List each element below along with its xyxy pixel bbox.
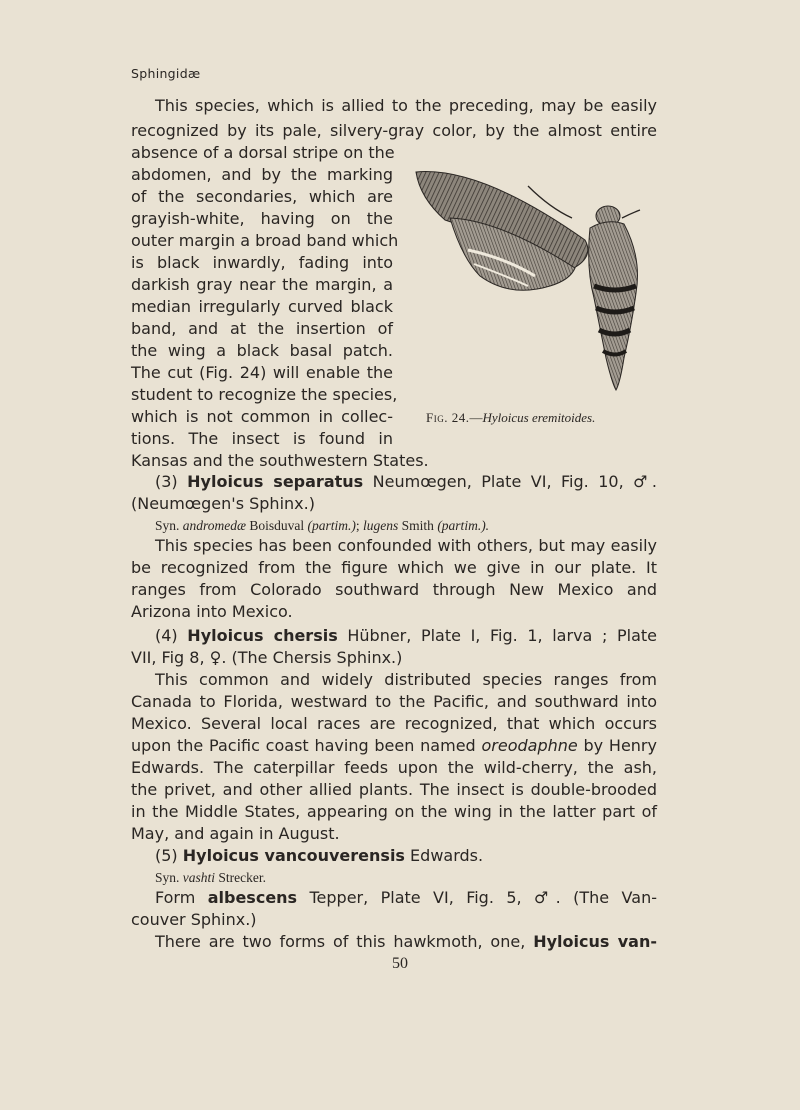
form-name: albescens: [207, 888, 298, 907]
synonym: andromedæ: [182, 518, 247, 533]
entry-citation: Neumœgen, Plate VI, Fig. 10, ♂.: [372, 472, 657, 491]
running-head: Sphingidæ: [131, 66, 201, 81]
form-line: [155, 887, 657, 909]
text-line: be recognized from the figure which we give in our plate. It: [131, 558, 657, 577]
form-citation: Tepper, Plate VI, Fig. 5, ♂. (The Van-: [309, 888, 657, 907]
synonym-author: Smith: [401, 518, 434, 533]
entry-number: (4): [155, 626, 178, 645]
text-line: [155, 931, 657, 953]
text-line: Kansas and the southwestern States.: [131, 451, 429, 470]
entry-heading-4: [155, 625, 657, 647]
text-line: [131, 735, 657, 757]
species-name: Hyloicus chersis: [187, 626, 338, 645]
text-line: This species has been confounded with others, but may easily: [155, 536, 657, 555]
text-line: The cut (Fig. 24) will enable the: [131, 363, 393, 382]
text-line: the wing a black basal patch.: [131, 341, 393, 360]
text-line: Canada to Florida, westward to the Pacific, and southward into: [131, 692, 657, 711]
text-line: couver Sphinx.): [131, 910, 257, 929]
synonym: lugens: [363, 518, 399, 533]
synonymy-line: [155, 867, 266, 889]
entry-heading-5: [155, 845, 657, 867]
species-name: Hyloicus vancouverensis: [182, 846, 405, 865]
text-line: outer margin a broad band which: [131, 231, 399, 250]
text-line: student to recognize the species,: [131, 385, 398, 404]
text-line: which is not common in collec-: [131, 407, 393, 426]
synonym: vashti: [182, 870, 216, 885]
figure-species-name: Hyloicus eremitoides.: [482, 410, 596, 425]
entry-citation: Edwards.: [410, 846, 484, 865]
text-line: absence of a dorsal stripe on the: [131, 143, 395, 162]
text-span: by Henry: [583, 736, 657, 755]
synonym-note: (partim.): [307, 518, 356, 533]
text-line: abdomen, and by the marking: [131, 165, 393, 184]
species-name: Hyloicus van-: [533, 932, 657, 951]
synonymy-line: Syn. andromedæ Boisduval (partim.); lugens Smith (partim.).: [155, 518, 490, 533]
text-line: Mexico. Several local races are recognized, that which occurs: [131, 714, 657, 733]
text-line: Edwards. The caterpillar feeds upon the wild-cherry, the ash,: [131, 758, 657, 777]
form-label: Form: [155, 888, 196, 907]
entry-number: (5): [155, 846, 178, 865]
text-line: VII, Fig 8, ♀. (The Chersis Sphinx.): [131, 648, 403, 667]
text-line: Arizona into Mexico.: [131, 602, 293, 621]
text-line: median irregularly curved black: [131, 297, 393, 316]
syn-label: Syn.: [155, 870, 180, 885]
page-number: 50: [392, 955, 408, 972]
hawkmoth-illustration: [410, 158, 662, 398]
text-line: grayish-white, having on the: [131, 209, 393, 228]
text-line: in the Middle States, appearing on the wing in the latter part of: [131, 802, 657, 821]
text-line: May, and again in August.: [131, 824, 340, 843]
figure-label: Fig. 24.: [426, 410, 470, 425]
text-line: band, and at the insertion of: [131, 319, 393, 338]
text-line: the privet, and other allied plants. The insect is double-brooded: [131, 780, 657, 799]
synonym-author: Strecker.: [218, 870, 266, 885]
species-name: Hyloicus separatus: [187, 472, 364, 491]
text-line: ranges from Colorado southward through New Mexico and: [131, 580, 657, 599]
text-line: tions. The insect is found in: [131, 429, 393, 448]
text-line: This common and widely distributed species ranges from: [155, 670, 657, 689]
entry-citation: Hübner, Plate I, Fig. 1, larva ; Plate: [347, 626, 657, 645]
text-span: upon the Pacific coast having been named: [131, 736, 476, 755]
text-span: There are two forms of this hawkmoth, one,: [155, 932, 526, 951]
syn-label: Syn.: [155, 518, 180, 533]
text-line: recognized by its pale, silvery-gray color, by the almost entire: [131, 121, 657, 140]
common-name: (Neumœgen's Sphinx.): [131, 494, 315, 513]
text-line: is black inwardly, fading into: [131, 253, 393, 272]
synonym-note: (partim.).: [437, 518, 490, 533]
text-line: of the secondaries, which are: [131, 187, 393, 206]
entry-heading-3: [155, 471, 657, 493]
entry-number: (3): [155, 472, 178, 491]
caption-dash: —: [469, 410, 483, 425]
race-name: oreodaphne: [481, 736, 578, 755]
synonym-author: Boisduval: [249, 518, 305, 533]
figure-caption: [426, 410, 595, 426]
text-line: darkish gray near the margin, a: [131, 275, 393, 294]
text-line: This species, which is allied to the preceding, may be easily: [155, 96, 657, 115]
